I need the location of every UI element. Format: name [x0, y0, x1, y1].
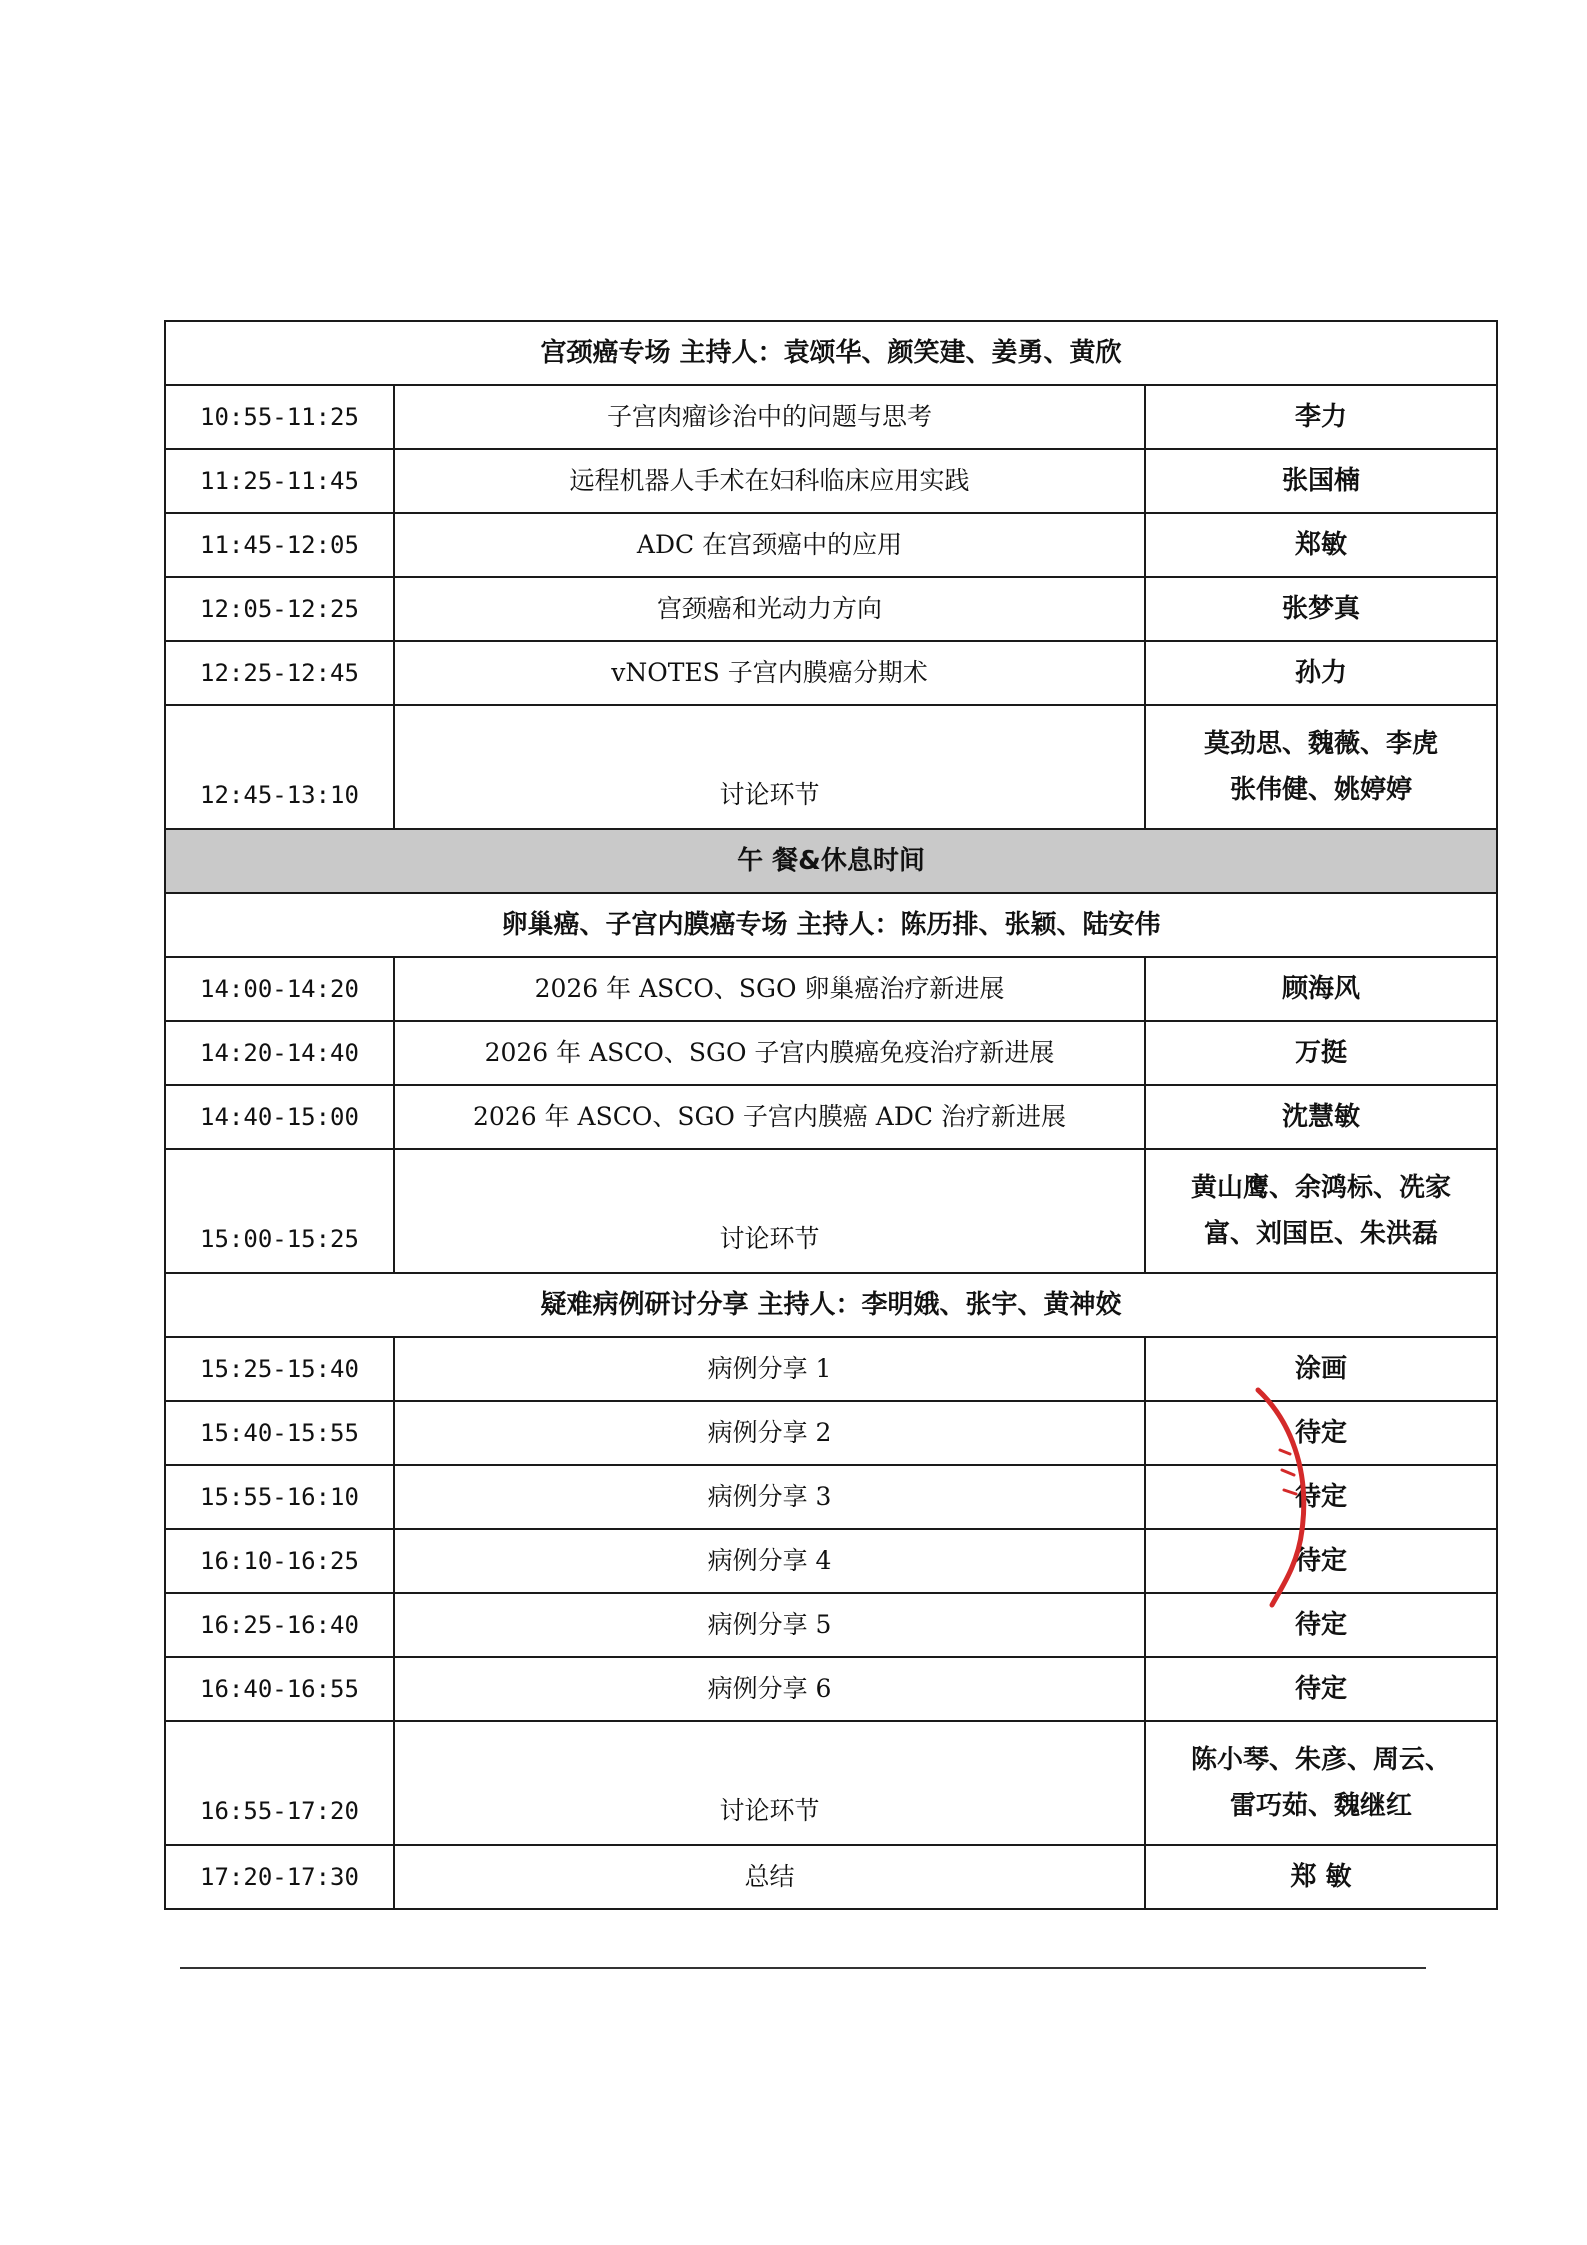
time-cell: 15:40-15:55: [165, 1401, 394, 1465]
time-cell: 15:00-15:25: [165, 1149, 394, 1273]
topic-cell: 远程机器人手术在妇科临床应用实践: [394, 449, 1145, 513]
schedule-row: [165, 513, 1497, 577]
topic-cell: 总结: [394, 1845, 1145, 1909]
topic-cell: 2026 年 ASCO、SGO 子宫内膜癌免疫治疗新进展: [394, 1021, 1145, 1085]
speaker-cell: 李力: [1145, 385, 1497, 449]
speaker-cell: [1145, 1149, 1497, 1273]
speaker-line: 莫劲思、魏薇、李虎: [1203, 729, 1438, 759]
schedule-row: [165, 957, 1497, 1021]
time-cell: 12:25-12:45: [165, 641, 394, 705]
time-cell: 16:55-17:20: [165, 1721, 394, 1845]
schedule-body: [165, 321, 1497, 1909]
topic-cell: 病例分享 3: [394, 1465, 1145, 1529]
speaker-line: 陈小琴、朱彦、周云、: [1190, 1745, 1451, 1775]
speaker-cell: 万挺: [1145, 1021, 1497, 1085]
speaker-cell: 郑敏: [1145, 513, 1497, 577]
schedule-table: [164, 320, 1498, 1910]
schedule-row: [165, 641, 1497, 705]
topic-cell: 宫颈癌和光动力方向: [394, 577, 1145, 641]
speaker-cell: 涂画: [1145, 1337, 1497, 1401]
section-title: 宫颈癌专场 主持人：袁颂华、颜笑建、姜勇、黄欣: [165, 321, 1497, 385]
speaker-cell: [1145, 1721, 1497, 1845]
time-cell: 14:40-15:00: [165, 1085, 394, 1149]
schedule-row: [165, 1845, 1497, 1909]
speaker-cell: 待定: [1145, 1529, 1497, 1593]
speaker-cell: 顾海风: [1145, 957, 1497, 1021]
time-cell: 10:55-11:25: [165, 385, 394, 449]
section-header-row: [165, 1273, 1497, 1337]
speaker-line: 富、刘国臣、朱洪磊: [1203, 1219, 1438, 1249]
topic-cell: 讨论环节: [394, 705, 1145, 829]
speaker-cell: 张梦真: [1145, 577, 1497, 641]
topic-cell: 病例分享 2: [394, 1401, 1145, 1465]
schedule-row: [165, 705, 1497, 829]
speaker-cell: 待定: [1145, 1593, 1497, 1657]
time-cell: 15:55-16:10: [165, 1465, 394, 1529]
lunch-break-label: 午 餐&休息时间: [165, 829, 1497, 893]
section-title: 卵巢癌、子宫内膜癌专场 主持人：陈历排、张颖、陆安伟: [165, 893, 1497, 957]
schedule-row: [165, 1657, 1497, 1721]
speaker-line: 雷巧茹、魏继红: [1229, 1791, 1412, 1821]
topic-cell: 病例分享 1: [394, 1337, 1145, 1401]
schedule-row: [165, 1149, 1497, 1273]
topic-cell: 2026 年 ASCO、SGO 子宫内膜癌 ADC 治疗新进展: [394, 1085, 1145, 1149]
schedule-row: [165, 449, 1497, 513]
topic-cell: 子宫肉瘤诊治中的问题与思考: [394, 385, 1145, 449]
schedule-row: [165, 1721, 1497, 1845]
time-cell: 16:40-16:55: [165, 1657, 394, 1721]
time-cell: 11:45-12:05: [165, 513, 394, 577]
section-title: 疑难病例研讨分享 主持人：李明娥、张宇、黄神姣: [165, 1273, 1497, 1337]
time-cell: 14:00-14:20: [165, 957, 394, 1021]
schedule-row: [165, 385, 1497, 449]
speaker-cell: 待定: [1145, 1465, 1497, 1529]
red-pen-mark: [1250, 1380, 1340, 1610]
time-cell: 17:20-17:30: [165, 1845, 394, 1909]
time-cell: 12:05-12:25: [165, 577, 394, 641]
schedule-row: [165, 1085, 1497, 1149]
speaker-cell: 待定: [1145, 1401, 1497, 1465]
speaker-cell: 待定: [1145, 1657, 1497, 1721]
topic-cell: 讨论环节: [394, 1149, 1145, 1273]
topic-cell: 2026 年 ASCO、SGO 卵巢癌治疗新进展: [394, 957, 1145, 1021]
topic-cell: 病例分享 6: [394, 1657, 1145, 1721]
time-cell: 15:25-15:40: [165, 1337, 394, 1401]
speaker-cell: [1145, 705, 1497, 829]
time-cell: 11:25-11:45: [165, 449, 394, 513]
schedule-row: [165, 577, 1497, 641]
section-header-row: [165, 893, 1497, 957]
time-cell: 14:20-14:40: [165, 1021, 394, 1085]
section-header-row: [165, 321, 1497, 385]
footer-rule: [180, 1967, 1426, 1969]
speaker-cell: 沈慧敏: [1145, 1085, 1497, 1149]
topic-cell: vNOTES 子宫内膜癌分期术: [394, 641, 1145, 705]
time-cell: 16:25-16:40: [165, 1593, 394, 1657]
topic-cell: 讨论环节: [394, 1721, 1145, 1845]
schedule-row: [165, 1021, 1497, 1085]
time-cell: 16:10-16:25: [165, 1529, 394, 1593]
topic-cell: 病例分享 5: [394, 1593, 1145, 1657]
speaker-cell: 张国楠: [1145, 449, 1497, 513]
topic-cell: 病例分享 4: [394, 1529, 1145, 1593]
speaker-cell: 孙力: [1145, 641, 1497, 705]
time-cell: 12:45-13:10: [165, 705, 394, 829]
speaker-line: 张伟健、姚婷婷: [1229, 775, 1412, 805]
topic-cell: ADC 在宫颈癌中的应用: [394, 513, 1145, 577]
lunch-break-row: [165, 829, 1497, 893]
speaker-cell: 郑 敏: [1145, 1845, 1497, 1909]
speaker-line: 黄山鹰、余鸿标、冼家: [1190, 1173, 1451, 1203]
